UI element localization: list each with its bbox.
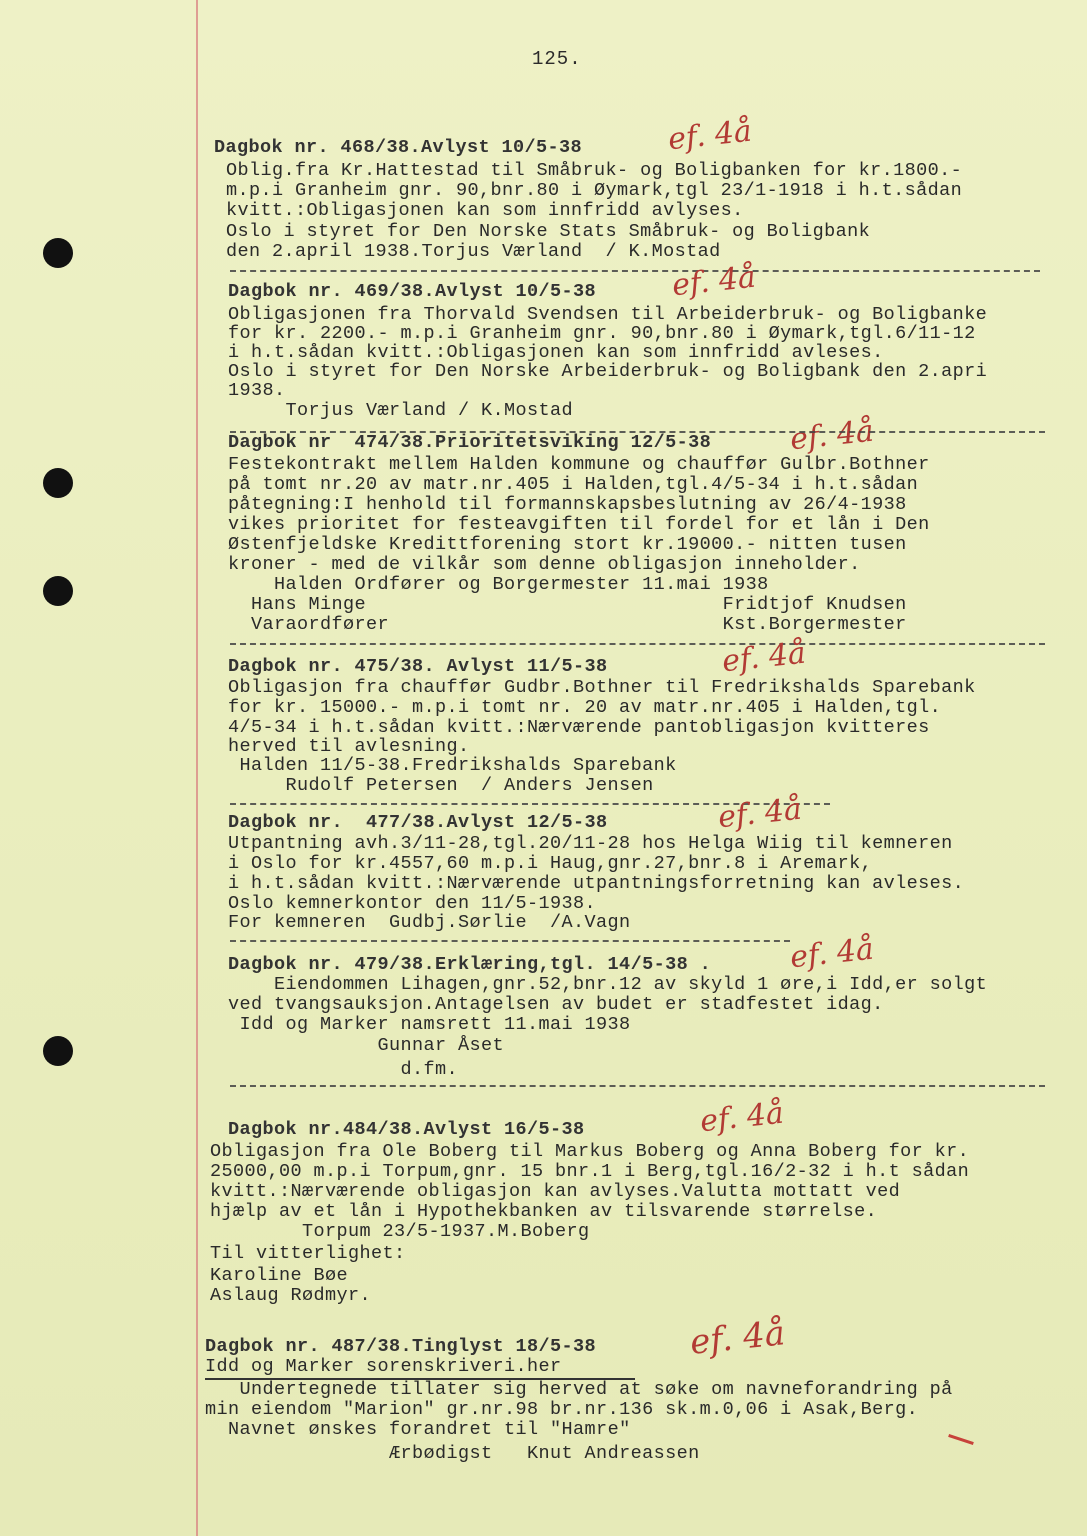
page-number: 125. [532,48,582,70]
entry-line: kvitt.:Nærværende obligasjon kan avlyses.Valutta mottatt ved [210,1181,901,1202]
entry-line: den 2.april 1938.Torjus Værland / K.Mostad [226,241,721,262]
entry-line: i h.t.sådan kvitt.:Nærværende utpantningsforretning kan avleses. [228,873,965,894]
handwritten-annotation: ef. 4å [720,635,808,680]
entry-line: påtegning:I henhold til formannskapsbeslutning av 26/4-1938 [228,494,907,515]
entry-line: min eiendom "Marion" gr.nr.98 br.nr.136 sk.m.0,06 i Asak,Berg. [205,1399,919,1420]
entry-line: m.p.i Granheim gnr. 90,bnr.80 i Øymark,tgl 23/1-1918 i h.t.sådan [226,180,963,201]
entry-line: Østenfjeldske Kredittforening stort kr.19000.- nitten tusen [228,534,907,555]
entry-line: Rudolf Petersen / Anders Jensen [228,775,654,796]
entry-heading: Dagbok nr. 469/38.Avlyst 10/5-38 [228,281,597,302]
handwritten-annotation: ef. 4å [788,931,876,976]
punch-hole [43,468,73,498]
entry-line: Ærbødigst Knut Andreassen [205,1443,700,1464]
entry-line: herved til avlesning. [228,736,470,757]
punch-hole [43,576,73,606]
handwritten-annotation: ef. 4å [688,1313,787,1363]
entry-line: ved tvangsauksjon.Antagelsen av budet er stadfestet idag. [228,994,884,1015]
entry-line: Oslo i styret for Den Norske Arbeiderbruk- og Boligbank den 2.apri [228,361,988,382]
entry-line: Utpantning avh.3/11-28,tgl.20/11-28 hos Helga Wiig til kemneren [228,833,953,854]
entry-line: Oslo i styret for Den Norske Stats Småbruk- og Boligbank [226,221,871,242]
handwritten-annotation: ef. 4å [716,791,804,836]
entry-heading: Dagbok nr. 479/38.Erklæring,tgl. 14/5-38 . [228,954,712,975]
entry-line: i Oslo for kr.4557,60 m.p.i Haug,gnr.27,bnr.8 i Aremark, [228,853,873,874]
entry-line: Halden Ordfører og Borgermester 11.mai 1938 [228,574,769,595]
entry-line: Oblig.fra Kr.Hattestad til Småbruk- og Boligbanken for kr.1800.- [226,160,963,181]
entry-line: 1938. [228,380,286,401]
entry-heading: Dagbok nr. 475/38. Avlyst 11/5-38 [228,656,608,677]
entry-line: Navnet ønskes forandret til "Hamre" [205,1419,631,1440]
entry-heading: Dagbok nr. 477/38.Avlyst 12/5-38 [228,812,608,833]
entry-line: Eiendommen Lihagen,gnr.52,bnr.12 av skyld 1 øre,i Idd,er solgt [228,974,988,995]
entry-line: kvitt.:Obligasjonen kan som innfridd avlyses. [226,200,744,221]
entry-heading: Dagbok nr. 487/38.Tinglyst 18/5-38 [205,1336,597,1357]
handwritten-annotation: ef. 4å [698,1095,786,1140]
entry-line: 4/5-34 i h.t.sådan kvitt.:Nærværende pantobligasjon kvitteres [228,717,930,738]
entry-line: Torjus Værland / K.Mostad [228,400,574,421]
entry-line: i h.t.sådan kvitt.:Obligasjonen kan som innfridd avleses. [228,342,884,363]
entry-line: Karoline Bøe [210,1265,349,1286]
entry-line: For kemneren Gudbj.Sørlie /A.Vagn [228,912,631,933]
red-pen-mark [948,1434,974,1445]
entry-line: Halden 11/5-38.Fredrikshalds Sparebank [228,755,677,776]
entry-line: Hans Minge Fridtjof Knudsen [228,594,907,615]
entry-line: hjælp av et lån i Hypothekbanken av tilsvarende størrelse. [210,1201,878,1222]
entry-line: på tomt nr.20 av matr.nr.405 i Halden,tgl.4/5-34 i h.t.sådan [228,474,919,495]
entry-line: Idd og Marker sorenskriveri.her [205,1356,562,1377]
entry-line: Varaordfører Kst.Borgermester [228,614,907,635]
handwritten-annotation: ef. 4å [788,413,876,458]
entry-line: 25000,00 m.p.i Torpum,gnr. 15 bnr.1 i Berg,tgl.16/2-32 i h.t sådan [210,1161,970,1182]
entry-line: Obligasjon fra Ole Boberg til Markus Boberg og Anna Boberg for kr. [210,1141,970,1162]
separator [230,643,1045,645]
entry-line: Obligasjonen fra Thorvald Svendsen til Arbeiderbruk- og Boligbanke [228,304,988,325]
separator [230,940,790,942]
punch-hole [43,238,73,268]
separator [230,270,1040,272]
entry-line: vikes prioritet for festeavgiften til fordel for et lån i Den [228,514,930,535]
entry-line: Idd og Marker namsrett 11.mai 1938 [228,1014,631,1035]
entry-heading: Dagbok nr 474/38.Prioritetsviking 12/5-38 [228,432,712,453]
entry-line: Obligasjon fra chauffør Gudbr.Bothner til Fredrikshalds Sparebank [228,677,976,698]
handwritten-annotation: ef. 4å [666,113,754,158]
entry-line: Torpum 23/5-1937.M.Boberg [210,1221,590,1242]
entry-line: Festekontrakt mellem Halden kommune og chauffør Gulbr.Bothner [228,454,930,475]
entry-line: kroner - med de vilkår som denne obligasjon inneholder. [228,554,861,575]
entry-line: Oslo kemnerkontor den 11/5-1938. [228,893,597,914]
separator [230,1085,1045,1087]
punch-hole [43,1036,73,1066]
entry-line: Aslaug Rødmyr. [210,1285,372,1306]
margin-rule [196,0,198,1536]
entry-heading: Dagbok nr. 468/38.Avlyst 10/5-38 [214,137,583,158]
handwritten-annotation: ef. 4å [670,259,758,304]
entry-line: Til vitterlighet: [210,1243,406,1264]
entry-heading: Dagbok nr.484/38.Avlyst 16/5-38 [228,1119,585,1140]
entry-line: Undertegnede tillater sig herved at søke om navneforandring på [205,1379,953,1400]
entry-line: for kr. 15000.- m.p.i tomt nr. 20 av matr.nr.405 i Halden,tgl. [228,697,942,718]
separator [230,431,1045,433]
entry-line: d.fm. [228,1059,459,1080]
entry-line: for kr. 2200.- m.p.i Granheim gnr. 90,bnr.80 i Øymark,tgl.6/11-12 [228,323,976,344]
entry-line: Gunnar Åset [228,1035,505,1056]
